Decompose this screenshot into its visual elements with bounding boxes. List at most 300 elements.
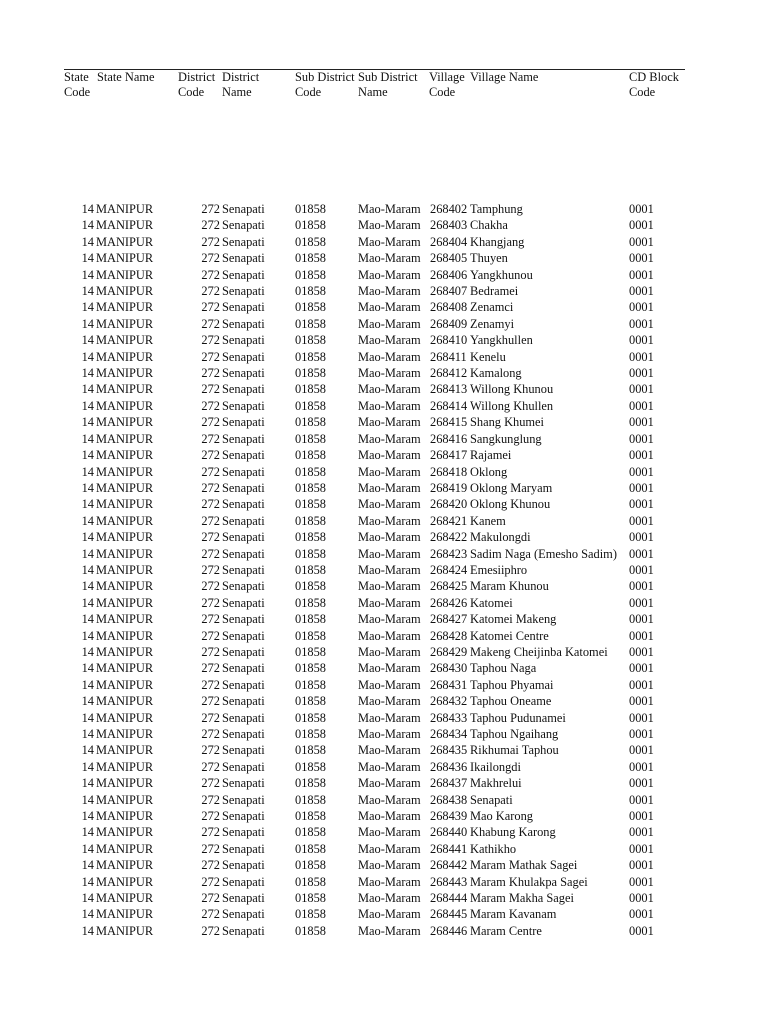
district-code-cell: 272 xyxy=(201,480,220,495)
village-code-cell: 268434 xyxy=(430,727,468,741)
table-row xyxy=(0,349,768,365)
table-row xyxy=(0,513,768,529)
sub-district-code-cell: 01858 xyxy=(295,562,326,577)
cd-block-code-cell: 0001 xyxy=(629,366,654,381)
state-name-cell: MANIPUR xyxy=(96,891,154,906)
district-name-cell: Senapati xyxy=(222,349,265,364)
village-code-cell: 268409 xyxy=(430,316,468,331)
cd-block-code-cell: 0001 xyxy=(629,710,654,725)
district-name-cell: Senapati xyxy=(222,759,265,774)
sub-district-name-cell: Mao-Maram xyxy=(358,562,421,577)
village-name-cell: Rajamei xyxy=(470,448,512,463)
village-code-cell: 268438 xyxy=(430,792,468,807)
district-code-cell: 272 xyxy=(201,448,220,463)
village-code-cell: 268417 xyxy=(430,448,468,463)
sub-district-name-cell: Mao-Maram xyxy=(358,497,421,512)
village-code-cell: 268423 xyxy=(430,546,468,561)
village-code-cell: 268426 xyxy=(430,595,468,610)
village-code-cell: 268440 xyxy=(430,825,468,840)
state-code-cell: 14 xyxy=(81,710,94,725)
state-code-cell: 14 xyxy=(81,497,94,512)
village-name-cell: Oklong Khunou xyxy=(470,497,551,512)
village-name-cell: Sadim Naga (Emesho Sadim) xyxy=(470,546,617,561)
cd-block-code-cell: 0001 xyxy=(629,677,654,692)
village-name-cell: Katomei Centre xyxy=(470,628,549,643)
sub-district-name-cell: Mao-Maram xyxy=(358,923,421,938)
table-row xyxy=(0,398,768,414)
district-name-cell: Senapati xyxy=(222,218,265,233)
district-name-cell: Senapati xyxy=(222,530,265,545)
sub-district-name-cell: Mao-Maram xyxy=(358,349,421,364)
state-code-cell: 14 xyxy=(81,792,94,807)
table-row xyxy=(0,381,768,397)
state-code-cell: 14 xyxy=(81,825,94,840)
cd-block-code-cell: 0001 xyxy=(629,284,654,299)
state-code-cell: 14 xyxy=(81,333,94,348)
village-name-cell: Taphou Phyamai xyxy=(470,677,554,692)
state-code-cell: 14 xyxy=(81,595,94,610)
village-code-cell: 268416 xyxy=(430,431,468,446)
table-row xyxy=(0,496,768,512)
cd-block-code-cell: 0001 xyxy=(629,415,654,430)
sub-district-name-cell: Mao-Maram xyxy=(358,218,421,233)
village-name-cell: Taphou Ngaihang xyxy=(470,727,559,741)
village-code-cell: 268429 xyxy=(430,644,468,659)
state-code-cell: 14 xyxy=(81,530,94,545)
district-code-cell: 272 xyxy=(201,841,220,856)
village-code-cell: 268404 xyxy=(430,234,468,249)
cd-block-code-cell: 0001 xyxy=(629,218,654,233)
sub-district-name-cell: Mao-Maram xyxy=(358,382,421,397)
district-name-cell: Senapati xyxy=(222,382,265,397)
state-name-cell: MANIPUR xyxy=(96,776,154,791)
district-name-cell: Senapati xyxy=(222,497,265,512)
district-code-cell: 272 xyxy=(201,218,220,233)
header-state-code: State Code xyxy=(64,70,91,99)
cd-block-code-cell: 0001 xyxy=(629,809,654,824)
state-code-cell: 14 xyxy=(81,661,94,676)
village-code-cell: 268433 xyxy=(430,710,468,725)
sub-district-code-cell: 01858 xyxy=(295,218,326,233)
district-name-cell: Senapati xyxy=(222,595,265,610)
district-code-cell: 272 xyxy=(201,349,220,364)
state-code-cell: 14 xyxy=(81,727,94,741)
district-code-cell: 272 xyxy=(201,316,220,331)
state-name-cell: MANIPUR xyxy=(96,743,154,758)
sub-district-code-cell: 01858 xyxy=(295,284,326,299)
table-row xyxy=(0,726,768,742)
header-sub-district-name: Sub District Name xyxy=(358,70,418,99)
district-name-cell: Senapati xyxy=(222,579,265,594)
district-code-cell: 272 xyxy=(201,562,220,577)
district-name-cell: Senapati xyxy=(222,677,265,692)
state-code-cell: 14 xyxy=(81,267,94,282)
district-name-cell: Senapati xyxy=(222,694,265,709)
village-code-cell: 268445 xyxy=(430,907,468,922)
village-name-cell: Maram Centre xyxy=(470,923,542,938)
state-name-cell: MANIPUR xyxy=(96,694,154,709)
cd-block-code-cell: 0001 xyxy=(629,480,654,495)
state-code-cell: 14 xyxy=(81,809,94,824)
district-name-cell: Senapati xyxy=(222,333,265,348)
table-row xyxy=(0,414,768,430)
district-name-cell: Senapati xyxy=(222,628,265,643)
table-row xyxy=(0,644,768,660)
sub-district-code-cell: 01858 xyxy=(295,333,326,348)
district-code-cell: 272 xyxy=(201,595,220,610)
cd-block-code-cell: 0001 xyxy=(629,923,654,938)
cd-block-code-cell: 0001 xyxy=(629,874,654,889)
sub-district-name-cell: Mao-Maram xyxy=(358,825,421,840)
state-name-cell: MANIPUR xyxy=(96,644,154,659)
sub-district-code-cell: 01858 xyxy=(295,464,326,479)
village-name-cell: Rikhumai Taphou xyxy=(470,743,559,758)
district-code-cell: 272 xyxy=(201,644,220,659)
state-code-cell: 14 xyxy=(81,382,94,397)
state-name-cell: MANIPUR xyxy=(96,595,154,610)
state-name-cell: MANIPUR xyxy=(96,382,154,397)
cd-block-code-cell: 0001 xyxy=(629,251,654,266)
village-code-cell: 268415 xyxy=(430,415,468,430)
state-name-cell: MANIPUR xyxy=(96,562,154,577)
state-code-cell: 14 xyxy=(81,316,94,331)
district-code-cell: 272 xyxy=(201,464,220,479)
state-name-cell: MANIPUR xyxy=(96,349,154,364)
district-code-cell: 272 xyxy=(201,497,220,512)
state-code-cell: 14 xyxy=(81,234,94,249)
sub-district-code-cell: 01858 xyxy=(295,809,326,824)
sub-district-name-cell: Mao-Maram xyxy=(358,284,421,299)
state-name-cell: MANIPUR xyxy=(96,218,154,233)
sub-district-code-cell: 01858 xyxy=(295,825,326,840)
table-row xyxy=(0,660,768,676)
district-name-cell: Senapati xyxy=(222,825,265,840)
table-row xyxy=(0,595,768,611)
district-name-cell: Senapati xyxy=(222,415,265,430)
table-row xyxy=(0,562,768,578)
district-name-cell: Senapati xyxy=(222,267,265,282)
state-name-cell: MANIPUR xyxy=(96,677,154,692)
cd-block-code-cell: 0001 xyxy=(629,546,654,561)
sub-district-code-cell: 01858 xyxy=(295,595,326,610)
state-code-cell: 14 xyxy=(81,366,94,381)
district-code-cell: 272 xyxy=(201,710,220,725)
state-code-cell: 14 xyxy=(81,349,94,364)
cd-block-code-cell: 0001 xyxy=(629,316,654,331)
village-code-cell: 268424 xyxy=(430,562,468,577)
district-code-cell: 272 xyxy=(201,858,220,873)
village-name-cell: Khabung Karong xyxy=(470,825,556,840)
state-name-cell: MANIPUR xyxy=(96,234,154,249)
sub-district-code-cell: 01858 xyxy=(295,677,326,692)
state-code-cell: 14 xyxy=(81,891,94,906)
village-name-cell: Chakha xyxy=(470,218,508,233)
state-name-cell: MANIPUR xyxy=(96,710,154,725)
cd-block-code-cell: 0001 xyxy=(629,497,654,512)
village-name-cell: Katomei Makeng xyxy=(470,612,557,627)
village-code-cell: 268442 xyxy=(430,858,468,873)
district-code-cell: 272 xyxy=(201,530,220,545)
district-name-cell: Senapati xyxy=(222,923,265,938)
state-code-cell: 14 xyxy=(81,300,94,315)
sub-district-code-cell: 01858 xyxy=(295,644,326,659)
sub-district-code-cell: 01858 xyxy=(295,841,326,856)
state-code-cell: 14 xyxy=(81,464,94,479)
sub-district-code-cell: 01858 xyxy=(295,710,326,725)
table-row xyxy=(0,316,768,332)
sub-district-name-cell: Mao-Maram xyxy=(358,366,421,381)
state-name-cell: MANIPUR xyxy=(96,612,154,627)
sub-district-name-cell: Mao-Maram xyxy=(358,300,421,315)
village-name-cell: Senapati xyxy=(470,792,513,807)
village-name-cell: Ikailongdi xyxy=(470,759,521,774)
village-name-cell: Makhrelui xyxy=(470,776,522,791)
sub-district-name-cell: Mao-Maram xyxy=(358,234,421,249)
district-code-cell: 272 xyxy=(201,727,220,741)
sub-district-name-cell: Mao-Maram xyxy=(358,809,421,824)
header-cd-block-code: CD Block Code xyxy=(629,70,679,99)
state-code-cell: 14 xyxy=(81,907,94,922)
village-name-cell: Thuyen xyxy=(470,251,508,266)
village-code-cell: 268436 xyxy=(430,759,468,774)
district-name-cell: Senapati xyxy=(222,284,265,299)
sub-district-code-cell: 01858 xyxy=(295,579,326,594)
village-name-cell: Maram Mathak Sagei xyxy=(470,858,578,873)
sub-district-code-cell: 01858 xyxy=(295,234,326,249)
village-code-cell: 268422 xyxy=(430,530,468,545)
village-name-cell: Tamphung xyxy=(470,202,523,216)
district-code-cell: 272 xyxy=(201,874,220,889)
village-code-cell: 268412 xyxy=(430,366,468,381)
state-name-cell: MANIPUR xyxy=(96,448,154,463)
district-name-cell: Senapati xyxy=(222,251,265,266)
state-name-cell: MANIPUR xyxy=(96,284,154,299)
state-name-cell: MANIPUR xyxy=(96,809,154,824)
state-name-cell: MANIPUR xyxy=(96,792,154,807)
village-code-cell: 268435 xyxy=(430,743,468,758)
village-name-cell: Willong Khunou xyxy=(470,382,554,397)
state-code-cell: 14 xyxy=(81,677,94,692)
table-row xyxy=(0,710,768,726)
sub-district-code-cell: 01858 xyxy=(295,366,326,381)
cd-block-code-cell: 0001 xyxy=(629,300,654,315)
cd-block-code-cell: 0001 xyxy=(629,202,654,216)
sub-district-code-cell: 01858 xyxy=(295,874,326,889)
header-district-code: District Code xyxy=(178,70,216,99)
district-code-cell: 272 xyxy=(201,923,220,938)
village-name-cell: Kanem xyxy=(470,513,506,528)
cd-block-code-cell: 0001 xyxy=(629,464,654,479)
village-code-cell: 268406 xyxy=(430,267,468,282)
district-name-cell: Senapati xyxy=(222,727,265,741)
sub-district-code-cell: 01858 xyxy=(295,382,326,397)
state-code-cell: 14 xyxy=(81,759,94,774)
district-code-cell: 272 xyxy=(201,415,220,430)
village-name-cell: Mao Karong xyxy=(470,809,533,824)
village-code-cell: 268402 xyxy=(430,202,468,216)
header-state-name: State Name xyxy=(97,70,155,84)
village-code-cell: 268441 xyxy=(430,841,468,856)
state-name-cell: MANIPUR xyxy=(96,251,154,266)
state-name-cell: MANIPUR xyxy=(96,923,154,938)
sub-district-name-cell: Mao-Maram xyxy=(358,595,421,610)
district-name-cell: Senapati xyxy=(222,743,265,758)
district-code-cell: 272 xyxy=(201,612,220,627)
state-name-cell: MANIPUR xyxy=(96,366,154,381)
cd-block-code-cell: 0001 xyxy=(629,333,654,348)
village-name-cell: Maram Khunou xyxy=(470,579,549,594)
sub-district-name-cell: Mao-Maram xyxy=(358,776,421,791)
sub-district-code-cell: 01858 xyxy=(295,316,326,331)
district-name-cell: Senapati xyxy=(222,202,265,216)
village-name-cell: Sangkunglung xyxy=(470,431,542,446)
sub-district-code-cell: 01858 xyxy=(295,448,326,463)
table-row xyxy=(0,677,768,693)
table-row xyxy=(0,693,768,709)
sub-district-code-cell: 01858 xyxy=(295,661,326,676)
sub-district-code-cell: 01858 xyxy=(295,267,326,282)
village-name-cell: Maram Kavanam xyxy=(470,907,557,922)
table-row xyxy=(0,857,768,873)
district-name-cell: Senapati xyxy=(222,546,265,561)
district-name-cell: Senapati xyxy=(222,316,265,331)
state-name-cell: MANIPUR xyxy=(96,907,154,922)
state-name-cell: MANIPUR xyxy=(96,858,154,873)
district-code-cell: 272 xyxy=(201,694,220,709)
header-district-name: District Name xyxy=(222,70,260,99)
state-code-cell: 14 xyxy=(81,218,94,233)
cd-block-code-cell: 0001 xyxy=(629,513,654,528)
village-code-cell: 268439 xyxy=(430,809,468,824)
sub-district-code-cell: 01858 xyxy=(295,480,326,495)
sub-district-code-cell: 01858 xyxy=(295,792,326,807)
state-name-cell: MANIPUR xyxy=(96,464,154,479)
cd-block-code-cell: 0001 xyxy=(629,431,654,446)
table-row xyxy=(0,234,768,250)
village-name-cell: Bedramei xyxy=(470,284,519,299)
district-code-cell: 272 xyxy=(201,398,220,413)
table-row xyxy=(0,906,768,922)
sub-district-name-cell: Mao-Maram xyxy=(358,612,421,627)
cd-block-code-cell: 0001 xyxy=(629,661,654,676)
sub-district-name-cell: Mao-Maram xyxy=(358,267,421,282)
village-name-cell: Yangkhunou xyxy=(470,267,533,282)
district-name-cell: Senapati xyxy=(222,480,265,495)
state-code-cell: 14 xyxy=(81,612,94,627)
village-name-cell: Katomei xyxy=(470,595,513,610)
district-code-cell: 272 xyxy=(201,546,220,561)
village-name-cell: Makeng Cheijinba Katomei xyxy=(470,644,608,659)
table-row xyxy=(0,611,768,627)
district-name-cell: Senapati xyxy=(222,661,265,676)
header-village-code: Village Code xyxy=(429,70,465,99)
village-name-cell: Emesiiphro xyxy=(470,562,528,577)
state-name-cell: MANIPUR xyxy=(96,546,154,561)
village-name-cell: Zenamyi xyxy=(470,316,515,331)
district-name-cell: Senapati xyxy=(222,776,265,791)
table-row xyxy=(0,824,768,840)
district-name-cell: Senapati xyxy=(222,891,265,906)
table-row xyxy=(0,775,768,791)
table-row xyxy=(0,808,768,824)
village-name-cell: Zenamci xyxy=(470,300,514,315)
village-code-cell: 268427 xyxy=(430,612,468,627)
sub-district-code-cell: 01858 xyxy=(295,530,326,545)
sub-district-name-cell: Mao-Maram xyxy=(358,858,421,873)
village-code-cell: 268444 xyxy=(430,891,468,906)
sub-district-code-cell: 01858 xyxy=(295,513,326,528)
state-name-cell: MANIPUR xyxy=(96,431,154,446)
village-name-cell: Kathikho xyxy=(470,841,517,856)
state-name-cell: MANIPUR xyxy=(96,267,154,282)
district-name-cell: Senapati xyxy=(222,907,265,922)
village-code-cell: 268431 xyxy=(430,677,468,692)
table-row xyxy=(0,742,768,758)
district-code-cell: 272 xyxy=(201,743,220,758)
sub-district-code-cell: 01858 xyxy=(295,891,326,906)
table-row xyxy=(0,332,768,348)
sub-district-name-cell: Mao-Maram xyxy=(358,579,421,594)
cd-block-code-cell: 0001 xyxy=(629,562,654,577)
state-name-cell: MANIPUR xyxy=(96,202,154,216)
sub-district-code-cell: 01858 xyxy=(295,612,326,627)
table-row xyxy=(0,283,768,299)
state-code-cell: 14 xyxy=(81,202,94,216)
sub-district-name-cell: Mao-Maram xyxy=(358,710,421,725)
sub-district-name-cell: Mao-Maram xyxy=(358,661,421,676)
state-code-cell: 14 xyxy=(81,284,94,299)
district-name-cell: Senapati xyxy=(222,710,265,725)
district-name-cell: Senapati xyxy=(222,612,265,627)
cd-block-code-cell: 0001 xyxy=(629,398,654,413)
sub-district-name-cell: Mao-Maram xyxy=(358,202,421,216)
sub-district-name-cell: Mao-Maram xyxy=(358,628,421,643)
village-code-cell: 268408 xyxy=(430,300,468,315)
district-code-cell: 272 xyxy=(201,333,220,348)
state-name-cell: MANIPUR xyxy=(96,759,154,774)
state-code-cell: 14 xyxy=(81,644,94,659)
village-name-cell: Khangjang xyxy=(470,234,525,249)
village-name-cell: Shang Khumei xyxy=(470,415,544,430)
cd-block-code-cell: 0001 xyxy=(629,382,654,397)
district-name-cell: Senapati xyxy=(222,858,265,873)
sub-district-name-cell: Mao-Maram xyxy=(358,792,421,807)
sub-district-name-cell: Mao-Maram xyxy=(358,448,421,463)
table-row xyxy=(0,578,768,594)
district-name-cell: Senapati xyxy=(222,234,265,249)
district-code-cell: 272 xyxy=(201,284,220,299)
state-code-cell: 14 xyxy=(81,579,94,594)
state-name-cell: MANIPUR xyxy=(96,333,154,348)
village-name-cell: Makulongdi xyxy=(470,530,531,545)
village-code-cell: 268420 xyxy=(430,497,468,512)
cd-block-code-cell: 0001 xyxy=(629,612,654,627)
table-row xyxy=(0,464,768,480)
district-name-cell: Senapati xyxy=(222,792,265,807)
village-name-cell: Maram Khulakpa Sagei xyxy=(470,874,588,889)
state-code-cell: 14 xyxy=(81,628,94,643)
sub-district-code-cell: 01858 xyxy=(295,202,326,216)
district-code-cell: 272 xyxy=(201,792,220,807)
sub-district-code-cell: 01858 xyxy=(295,923,326,938)
table-row xyxy=(0,217,768,233)
cd-block-code-cell: 0001 xyxy=(629,891,654,906)
table-row xyxy=(0,546,768,562)
district-code-cell: 272 xyxy=(201,234,220,249)
village-code-cell: 268437 xyxy=(430,776,468,791)
sub-district-code-cell: 01858 xyxy=(295,628,326,643)
district-name-cell: Senapati xyxy=(222,366,265,381)
